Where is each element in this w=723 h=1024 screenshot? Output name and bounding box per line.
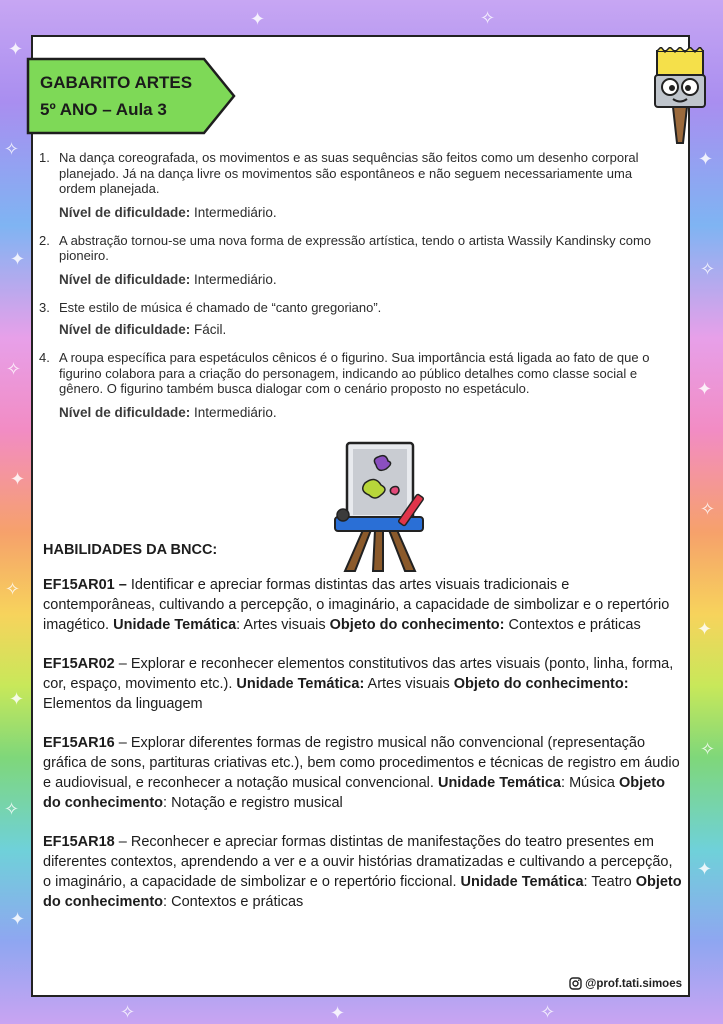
background-star: ✦ xyxy=(698,149,714,169)
difficulty-value: Intermediário. xyxy=(194,204,277,220)
skill-item: EF15AR18 – Reconhecer e apreciar formas distintas de manifestações do teatro presentes em diferentes contextos, aprendendo a ver e a ouvir histórias dramatizadas e cultivando a percepção, o imaginário, a capacidade de simbolizar e o repertório ficcional. Unidade Temática: Teatro Objeto do conhecimento: Contextos e práticas xyxy=(43,834,682,910)
background-star: ✦ xyxy=(10,249,26,269)
skill-unit: Música xyxy=(569,775,615,791)
background-star: ✧ xyxy=(700,259,716,279)
background-star: ✧ xyxy=(700,739,716,759)
difficulty-label: Nível de dificuldade: xyxy=(59,204,191,220)
background-star: ✧ xyxy=(540,1002,556,1022)
skill-item: EF15AR16 – Explorar diferentes formas de registro musical não convencional (representação gráfica de sons, partituras criativas etc.), bem como procedimentos e técnicas de registro em áudio e audiovisual, e reconhecer a notação musical convencional. Unidade Temática: Música Objeto do conhecimento: Notação e registro musical xyxy=(43,735,680,811)
skill-text: Identificar e apreciar formas distintas das artes visuais tradicionais e contemporâneas, cultivando a percepção, o imaginário, a capacidade de simbolizar e o repertório imagético. xyxy=(43,577,670,633)
answers-list xyxy=(39,150,671,420)
difficulty-value: Intermediário. xyxy=(194,271,277,287)
skill-unit: Teatro xyxy=(591,874,632,890)
answer-text: Este estilo de música é chamado de “canto gregoriano”. xyxy=(59,299,382,315)
unit-label: Unidade Temática xyxy=(113,617,237,633)
unit-label: Unidade Temática xyxy=(437,775,561,791)
background-star: ✦ xyxy=(330,1003,346,1023)
author-handle: @prof.tati.simoes xyxy=(585,977,682,990)
background-star: ✧ xyxy=(4,799,20,819)
answer-text: A abstração tornou-se uma nova forma de expressão artística, tendo o artista Wassily Kandinsky como pioneiro. xyxy=(59,232,652,263)
title-line-2: 5º ANO – Aula 3 xyxy=(40,100,167,119)
answer-number: 4. xyxy=(39,350,50,365)
difficulty-label: Nível de dificuldade: xyxy=(59,404,191,420)
skill-text: – Explorar diferentes formas de registro musical não convencional (representação gráfica de sons, partituras criativas etc.), bem como procedimentos e técnicas de registro em áudio e audiovisual, e reconhecer a notação musical convencional. xyxy=(43,735,680,791)
answer-text: Na dança coreografada, os movimentos e as suas sequências são feitos como um desenho corporal planejado. Já na dança livre os movimentos são espontâneos e não seguem necessariamente uma ordem planejada. xyxy=(59,150,639,196)
background-star: ✦ xyxy=(250,9,266,29)
paintbrush-mascot-icon xyxy=(645,47,715,147)
answer-item xyxy=(39,350,671,420)
skill-code: EF15AR01 – xyxy=(43,577,127,593)
answer-number: 1. xyxy=(39,150,50,165)
background-star: ✧ xyxy=(700,499,716,519)
skill-code: EF15AR16 xyxy=(43,735,115,751)
background-star: ✧ xyxy=(6,359,22,379)
skill-item: EF15AR02 – Explorar e reconhecer elementos constitutivos das artes visuais (ponto, linha, forma, cor, espaço, movimento etc.). Unidade Temática: Artes visuais Objeto do conhecimento: Elementos da linguagem xyxy=(43,656,674,712)
skill-code: EF15AR02 xyxy=(43,656,115,672)
title-banner xyxy=(26,57,238,135)
difficulty-label: Nível de dificuldade: xyxy=(59,322,191,337)
skills-heading: HABILIDADES DA BNCC: xyxy=(43,542,218,558)
background-star: ✧ xyxy=(120,1002,136,1022)
answer-item xyxy=(39,233,671,287)
skill-code: EF15AR18 xyxy=(43,834,115,850)
object-label: Objeto do conhecimento xyxy=(43,874,682,910)
skill-object: Contextos e práticas xyxy=(508,617,641,633)
skill-unit: Artes visuais xyxy=(243,617,326,633)
answer-sheet-page xyxy=(31,35,690,997)
answer-number: 2. xyxy=(39,232,50,248)
background-star: ✦ xyxy=(697,619,713,639)
background-star: ✦ xyxy=(10,909,26,929)
object-label: Objeto do conhecimento xyxy=(43,775,665,811)
skill-object: Notação e registro musical xyxy=(171,795,343,811)
difficulty-value: Fácil. xyxy=(194,322,227,337)
unit-label: Unidade Temática xyxy=(460,874,584,890)
author-credit xyxy=(569,977,682,990)
object-label: Objeto do conhecimento xyxy=(453,676,624,692)
answer-item xyxy=(39,300,671,338)
background-star: ✦ xyxy=(697,859,713,879)
skill-object: Contextos e práticas xyxy=(171,894,304,910)
object-label: Objeto do conhecimento xyxy=(329,617,500,633)
skill-text: – Explorar e reconhecer elementos constitutivos das artes visuais (ponto, linha, forma, cor, espaço, movimento etc.). xyxy=(43,656,674,692)
background-star: ✧ xyxy=(5,579,21,599)
difficulty-value: Intermediário. xyxy=(194,404,277,420)
skill-unit: Artes visuais xyxy=(367,676,450,692)
background-star: ✧ xyxy=(4,139,20,159)
background-star: ✧ xyxy=(480,8,496,28)
answer-number: 3. xyxy=(39,299,50,315)
difficulty-label: Nível de dificuldade: xyxy=(59,271,191,287)
background-star: ✦ xyxy=(8,39,24,59)
instagram-icon xyxy=(569,977,582,990)
background-star: ✦ xyxy=(9,689,25,709)
bncc-skills-section xyxy=(43,540,683,931)
background-star: ✦ xyxy=(697,379,713,399)
answer-item xyxy=(39,150,671,220)
skill-item: EF15AR01 – Identificar e apreciar formas distintas das artes visuais tradicionais e contemporâneas, cultivando a percepção, o imaginário, a capacidade de simbolizar e o repertório imagético. Unidade Temática: Artes visuais Objeto do conhecimento: Contextos e práticas xyxy=(43,577,670,633)
title-line-1: GABARITO ARTES xyxy=(40,73,193,92)
skill-text: – Reconhecer e apreciar formas distintas de manifestações do teatro presentes em diferentes contextos, aprendendo a ver e a ouvir histórias dramatizadas e cultivando a percepção, o imaginário, a capacidade de simbolizar e o repertório ficcional. xyxy=(43,834,673,890)
answer-text: A roupa específica para espetáculos cênicos é o figurino. Sua importância está ligada ao fato de que o figurino colabora para a criação do personagem, indicando ao público detalhes como classe social e gênero. O figurino também busca dialogar com o cenário proposto no espetáculo. xyxy=(59,350,650,396)
background-star: ✦ xyxy=(10,469,26,489)
unit-label: Unidade Temática xyxy=(236,676,360,692)
skill-object: Elementos da linguagem xyxy=(43,696,203,712)
